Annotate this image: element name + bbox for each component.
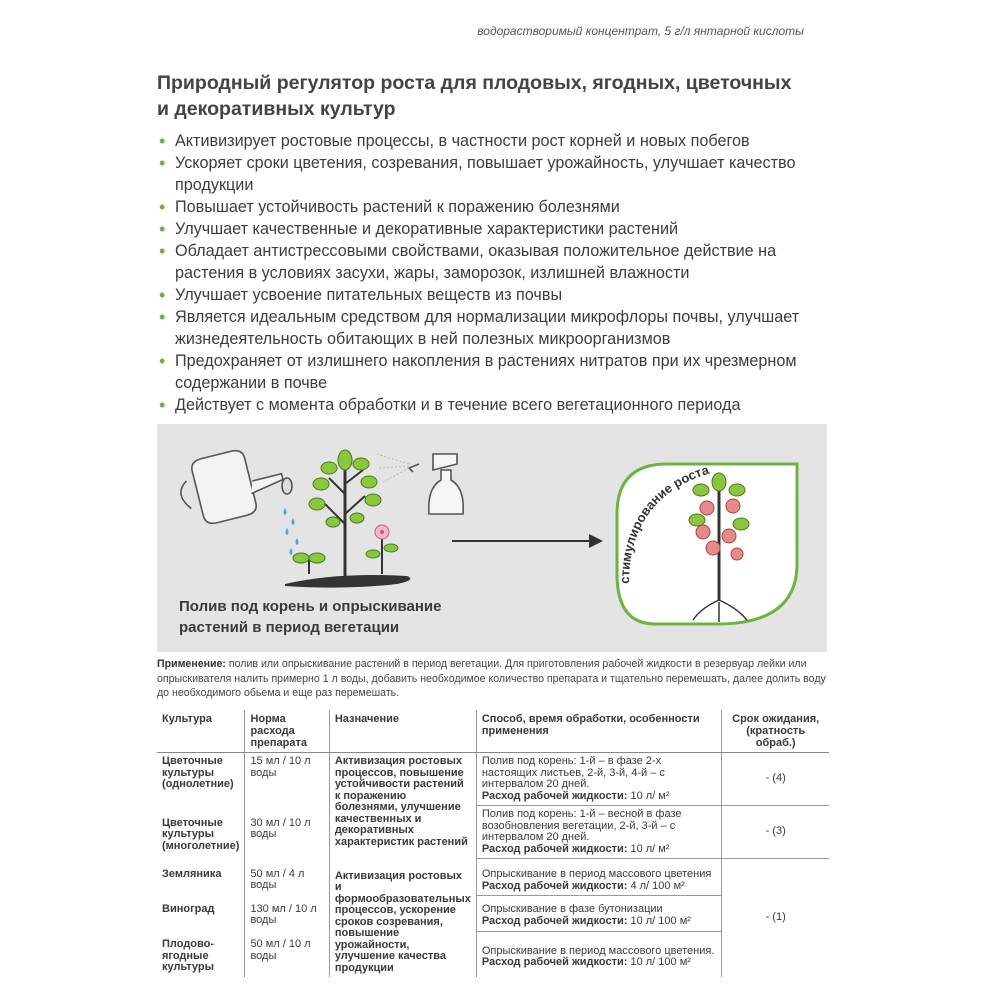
application-illustration — [157, 424, 827, 652]
table-row: Цветочные культуры (многолетние) 30 мл / 10 л воды Полив под корень: 1-й – весной в фазе возобновления вегетации, 2-й, 3-й – с интервалом 20 дней. Расход рабочей жидкости: 10 л/ м² - (3) — [157, 806, 829, 859]
title-line-1: Природный регулятор роста для плодовых, ягодных, цветочных — [157, 72, 792, 94]
table-header-row — [157, 710, 829, 753]
usage-text: полив или опрыскивание растений в период вегетации. Для приготовления рабочей жидкости в резервуар лейки или опрыскивателя налить примерно 1 л воды, добавить необходимое количество препарата и тщательно перемешать, далее долить воду до необходимого обьема и еще раз перемешать. — [157, 658, 826, 699]
badge-label: стимулирование роста — [616, 461, 711, 584]
water-drops — [284, 508, 299, 555]
table-row: Цветочные культуры (однолетние) 15 мл / 10 л воды Активизация ростовых процессов, повышение устойчивости растений к поражению болезнями, улучшение качественных и декоративных характеристик растений Полив под корень: 1-й – в фазе 2-х настоящих листьев, 2-й, 3-й, 4-й – с интервалом 20 дней. Расход рабочей жидкости: 10 л/ м² - (4) — [157, 753, 829, 806]
title-line-2: и декоративных культур — [157, 98, 396, 120]
bullet-icon: • — [159, 241, 166, 261]
purpose-cell: Активизация ростовых и формообразовательных процессов, ускорение сроков созревания, повышение урожайности, улучшение качества продукции — [329, 859, 476, 978]
bullet-icon: • — [159, 395, 166, 415]
benefit-item: • Обладает антистрессовыми свойствами, оказывая положительное действие на растения в условиях засухи, жары, заморозок, излишней влажности — [159, 241, 777, 282]
header-dose: Норма расхода препарата — [245, 710, 329, 753]
benefits-list — [157, 130, 837, 416]
bullet-icon: • — [159, 219, 166, 239]
benefit-item: • Действует с момента обработки и в течение всего вегетационного периода — [159, 395, 741, 415]
watering-can-icon — [178, 448, 292, 525]
illustration-caption: Полив под корень и опрыскивание растений в период вегетации — [179, 598, 442, 636]
soil-shape — [285, 575, 410, 588]
bullet-icon: • — [159, 351, 166, 371]
application-table — [157, 710, 829, 977]
benefit-item: • Улучшает качественные и декоративные характеристики растений — [159, 219, 679, 239]
header-wait: Срок ожидания, (кратность обраб.) — [722, 710, 829, 753]
bullet-icon: • — [159, 197, 166, 217]
benefit-item: • Является идеальным средством для нормализации микрофлоры почвы, улучшает жизнедеятельность обитающих в ней полезных микроорганизмов — [159, 307, 800, 348]
bullet-icon: • — [159, 307, 166, 327]
spray-bottle-icon — [409, 454, 463, 514]
purpose-cell: Активизация ростовых процессов, повышение устойчивости растений к поражению болезнями, улучшение качественных и декоративных характеристик растений — [329, 753, 476, 859]
benefit-item: • Активизирует ростовые процессы, в частности рост корней и новых побегов — [159, 131, 750, 151]
benefit-item: • Предохраняет от излишнего накопления в растениях нитратов при их чрезмерном содержании в почве — [159, 351, 797, 392]
usage-paragraph — [157, 657, 837, 701]
header-method: Способ, время обработки, особенности применения — [476, 710, 721, 753]
usage-label: Применение: — [157, 658, 226, 670]
header-purpose: Назначение — [329, 710, 476, 753]
benefit-item: • Повышает устойчивость растений к поражению болезнями — [159, 197, 620, 217]
benefit-item: • Улучшает усвоение питательных веществ из почвы — [159, 285, 563, 305]
bullet-icon: • — [159, 153, 166, 173]
sprout-icon — [293, 553, 325, 574]
flower-icon — [366, 525, 398, 574]
spray-mist — [377, 454, 409, 482]
bullet-icon: • — [159, 285, 166, 305]
bullet-icon: • — [159, 131, 166, 151]
page-title — [157, 70, 857, 122]
header-crop: Культура — [157, 710, 245, 753]
product-subtitle: водорастворимый концентрат, 5 г/л янтарной кислоты — [477, 24, 804, 38]
table-row: Виноград 130 мл / 10 л воды Опрыскивание в фазе бутонизации Расход рабочей жидкости: 10 л/ 100 м² — [157, 896, 829, 931]
arrow-right-icon — [452, 534, 603, 548]
table-row: Плодово-ягодные культуры 50 мл / 10 л воды Опрыскивание в период массового цветения. Расход рабочей жидкости: 10 л/ 100 м² — [157, 931, 829, 977]
benefit-item: • Ускоряет сроки цветения, созревания, повышает урожайность, улучшает качество продукции — [159, 153, 796, 194]
table-row: Земляника 50 мл / 4 л воды Активизация ростовых и формообразовательных процессов, ускорение сроков созревания, повышение урожайности, улучшение качества продукции Опрыскивание в период массового цветения Расход рабочей жидкости: 4 л/ 100 м² - (1) — [157, 859, 829, 896]
